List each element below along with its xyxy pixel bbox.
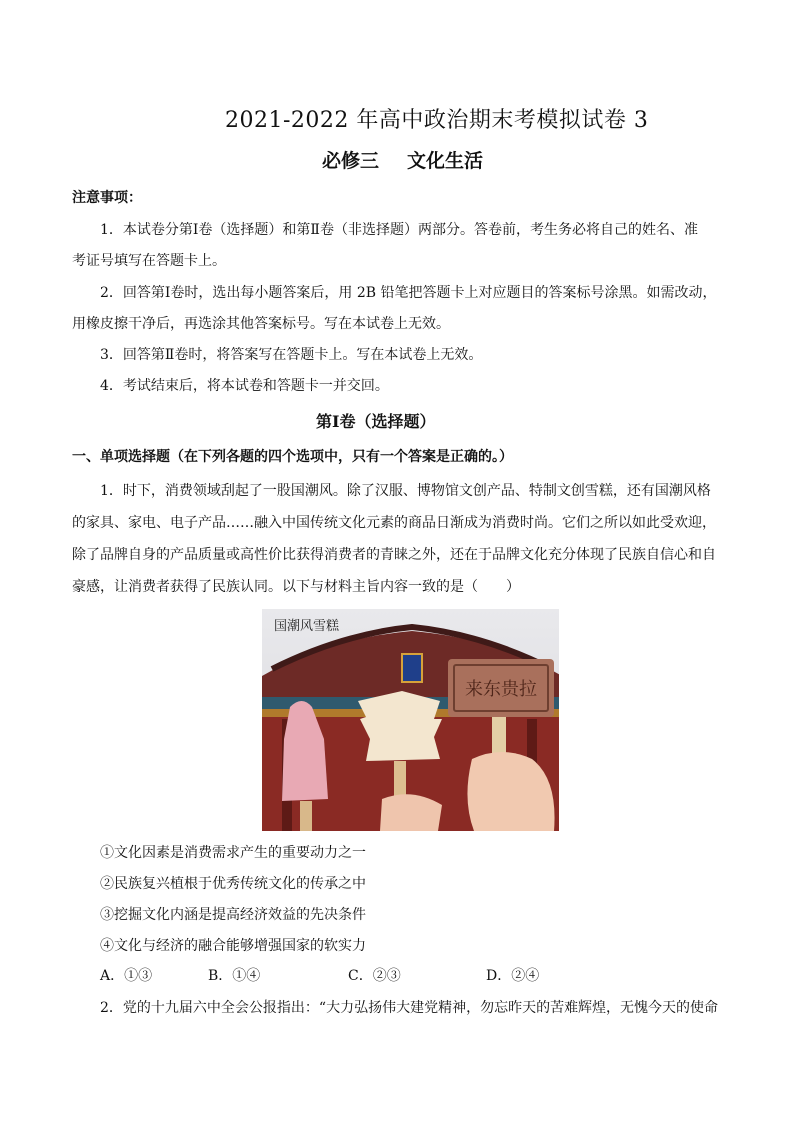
- section-title: 第Ⅰ卷（选择题）: [316, 412, 436, 431]
- q1-line-1: 1．时下，消费领域刮起了一股国潮风。除了汉服、博物馆文创产品、特制文创雪糕，还有国潮风格: [100, 483, 711, 499]
- photo-caption: 国潮风雪糕: [274, 619, 340, 634]
- notice-item-1-line-2: 考证号填写在答题卡上。: [72, 253, 226, 269]
- q1-line-4: 豪感，让消费者获得了民族认同。以下与材料主旨内容一致的是（ ）: [72, 579, 520, 595]
- q1-option-b: B．①④: [208, 968, 261, 984]
- notice-item-2-line-2: 用橡皮擦干净后，再选涂其他答案标号。写在本试卷上无效。: [72, 316, 450, 332]
- q1-statement-2: ②民族复兴植根于优秀传统文化的传承之中: [100, 876, 366, 892]
- q1-option-d: D．②④: [486, 968, 540, 984]
- page-subtitle: [322, 146, 511, 173]
- subtitle-course: 必修三: [322, 150, 380, 172]
- q1-line-2: 的家具、家电、电子产品……融入中国传统文化元素的商品日渐成为消费时尚。它们之所以如此受欢迎，: [72, 515, 716, 531]
- photo-sign-text: 来东贵拉: [465, 679, 537, 700]
- q1-statement-1: ①文化因素是消费需求产生的重要动力之一: [100, 845, 366, 861]
- q1-option-a: A．①③: [100, 968, 153, 984]
- page-title: 2021-2022 年高中政治期末考模拟试卷 3: [225, 108, 649, 133]
- notice-item-3: 3．回答第Ⅱ卷时，将答案写在答题卡上。写在本试卷上无效。: [100, 347, 483, 363]
- notice-item-4: 4．考试结束后，将本试卷和答题卡一并交回。: [100, 378, 389, 394]
- notice-item-2-line-1: 2．回答第Ⅰ卷时，选出每小题答案后，用 2B 铅笔把答题卡上对应题目的答案标号涂黑。如需改动，: [100, 285, 717, 301]
- q1-line-3: 除了品牌自身的产品质量或高性价比获得消费者的青睐之外，还在于品牌文化充分体现了民族自信心和自: [72, 547, 716, 563]
- q1-statement-3: ③挖掘文化内涵是提高经济效益的先决条件: [100, 907, 366, 923]
- ice-cream-photo: [262, 609, 559, 831]
- part-heading: 一、单项选择题（在下列各题的四个选项中，只有一个答案是正确的。）: [72, 449, 513, 465]
- notice-heading: 注意事项：: [72, 190, 142, 206]
- q1-option-c: C．②③: [348, 968, 401, 984]
- subtitle-topic: 文化生活: [407, 150, 484, 172]
- notice-item-1-line-1: 1．本试卷分第Ⅰ卷（选择题）和第Ⅱ卷（非选择题）两部分。答卷前，考生务必将自己的姓名、准: [100, 222, 698, 238]
- q1-statement-4: ④文化与经济的融合能够增强国家的软实力: [100, 938, 366, 954]
- q2-line-1: 2．党的十九届六中全会公报指出：“大力弘扬伟大建党精神，勿忘昨天的苦难辉煌，无愧今天的使命: [100, 1000, 719, 1016]
